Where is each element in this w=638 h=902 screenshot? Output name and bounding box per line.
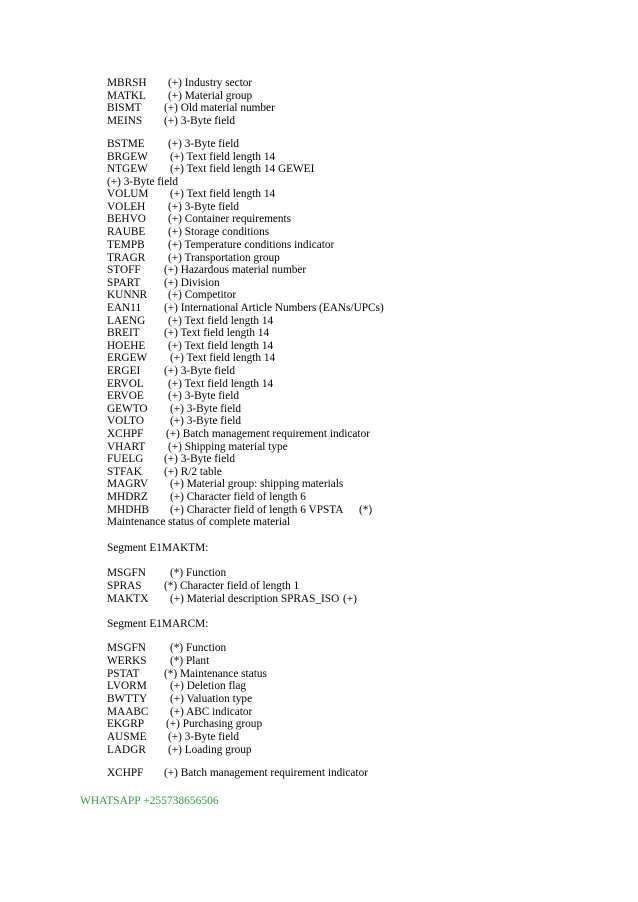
field-code: RAUBE <box>107 226 146 238</box>
field-description: (+) Temperature conditions indicator <box>168 239 335 251</box>
field-code: VOLEH <box>107 201 146 213</box>
field-code: MHDHB <box>107 504 150 516</box>
field-description: (+) Text field length 14 GEWEI <box>170 163 315 175</box>
field-description: (+) Valuation type <box>170 693 253 705</box>
field-code: XCHPF <box>107 767 144 779</box>
field-description: (+) 3-Byte field <box>164 453 235 465</box>
field-description: (+) Storage conditions <box>168 226 270 238</box>
field-code: MEINS <box>107 115 143 127</box>
field-code: MAABC <box>107 706 149 718</box>
field-description: (+) Text field length 14 <box>170 352 276 364</box>
field-description: (*) Function <box>170 567 227 579</box>
field-code: TEMPB <box>107 239 145 251</box>
field-code: TRAGR <box>107 252 146 264</box>
field-code: KUNNR <box>107 289 148 301</box>
field-description: (+) Text field length 14 <box>170 151 276 163</box>
field-description: (+) Text field length 14 <box>168 378 274 390</box>
field-description: (+) Material group <box>168 90 253 102</box>
field-description: (+) Container requirements <box>168 213 292 225</box>
field-code: STFAK <box>107 466 142 478</box>
field-description: (+) 3-Byte field <box>168 390 239 402</box>
field-description: (+) International Article Numbers (EANs/UPCs) <box>164 302 384 314</box>
field-code: LADGR <box>107 744 146 756</box>
field-code: VOLUM <box>107 188 149 200</box>
field-description: (+) Industry sector <box>168 77 253 89</box>
field-code: EAN11 <box>107 302 142 314</box>
field-description: (+) Transportation group <box>168 252 280 264</box>
field-description: (+) Hazardous material number <box>164 264 307 276</box>
field-description: (*) Maintenance status <box>164 668 267 680</box>
field-code: BREIT <box>107 327 140 339</box>
field-description: (+) Old material number <box>164 102 275 114</box>
field-code: XCHPF <box>107 428 144 440</box>
field-description: (+) ABC indicator <box>170 706 253 718</box>
field-code: MATKL <box>107 90 146 102</box>
field-code: VOLTO <box>107 415 145 427</box>
field-description: (+) Material group: shipping materials <box>170 478 344 490</box>
field-code: MSGFN <box>107 642 146 654</box>
field-description: (*) Function <box>170 642 227 654</box>
field-description: (+) Batch management requirement indicator <box>166 428 370 440</box>
field-flag: (+) <box>343 593 357 605</box>
field-code: ERVOL <box>107 378 144 390</box>
field-description: (*) Plant <box>170 655 210 667</box>
text-line: (+) 3-Byte field <box>107 176 178 188</box>
field-code: SPRAS <box>107 580 142 592</box>
whatsapp-footer: WHATSAPP +255738656506 <box>80 795 219 807</box>
field-description: (+) Deletion flag <box>170 680 247 692</box>
field-description: (+) Division <box>164 277 220 289</box>
field-description: (+) Shipping material type <box>168 441 288 453</box>
field-description: (+) 3-Byte field <box>168 138 239 150</box>
field-description: (+) 3-Byte field <box>164 365 235 377</box>
field-code: SPART <box>107 277 141 289</box>
field-description: (+) Text field length 14 <box>168 340 274 352</box>
field-description: (+) Purchasing group <box>166 718 263 730</box>
field-code: AUSME <box>107 731 147 743</box>
field-code: ERVOE <box>107 390 144 402</box>
text-line: Segment E1MAKTM: <box>107 542 209 554</box>
field-description: (+) Batch management requirement indicator <box>164 767 368 779</box>
field-description: (+) Loading group <box>168 744 252 756</box>
field-code: LAENG <box>107 315 146 327</box>
text-line: Maintenance status of complete material <box>107 516 291 528</box>
field-code: EKGRP <box>107 718 145 730</box>
field-description: (+) Competitor <box>168 289 237 301</box>
field-code: FUELG <box>107 453 144 465</box>
field-code: BEHVO <box>107 213 146 225</box>
text-line: Segment E1MARCM: <box>107 618 209 630</box>
field-code: MSGFN <box>107 567 146 579</box>
field-code: MAKTX <box>107 593 149 605</box>
field-description: (+) Material description SPRAS_ISO <box>170 593 340 605</box>
field-code: BSTME <box>107 138 145 150</box>
field-description: (+) Character field of length 6 VPSTA <box>170 504 344 516</box>
field-description: (+) 3-Byte field <box>170 403 241 415</box>
field-description: (+) Text field length 14 <box>164 327 270 339</box>
field-code: VHART <box>107 441 146 453</box>
field-description: (+) 3-Byte field <box>164 115 235 127</box>
field-code: MBRSH <box>107 77 147 89</box>
field-code: STOFF <box>107 264 141 276</box>
field-description: (+) Text field length 14 <box>170 188 276 200</box>
field-code: MAGRV <box>107 478 149 490</box>
field-code: PSTAT <box>107 668 140 680</box>
field-code: NTGEW <box>107 163 148 175</box>
field-code: BRGEW <box>107 151 148 163</box>
field-description: (+) 3-Byte field <box>170 415 241 427</box>
field-code: HOEHE <box>107 340 146 352</box>
field-code: ERGEW <box>107 352 148 364</box>
field-description: (*) Character field of length 1 <box>164 580 300 592</box>
field-code: BISMT <box>107 102 142 114</box>
field-code: ERGEI <box>107 365 141 377</box>
field-code: LVORM <box>107 680 147 692</box>
field-code: WERKS <box>107 655 147 667</box>
field-code: BWTTY <box>107 693 148 705</box>
field-description: (+) R/2 table <box>164 466 222 478</box>
field-description: (+) Character field of length 6 <box>170 491 306 503</box>
field-description: (+) 3-Byte field <box>168 731 239 743</box>
field-description: (+) Text field length 14 <box>168 315 274 327</box>
field-code: MHDRZ <box>107 491 148 503</box>
field-code: GEWTO <box>107 403 148 415</box>
field-description: (+) 3-Byte field <box>168 201 239 213</box>
field-flag: (*) <box>359 504 373 516</box>
